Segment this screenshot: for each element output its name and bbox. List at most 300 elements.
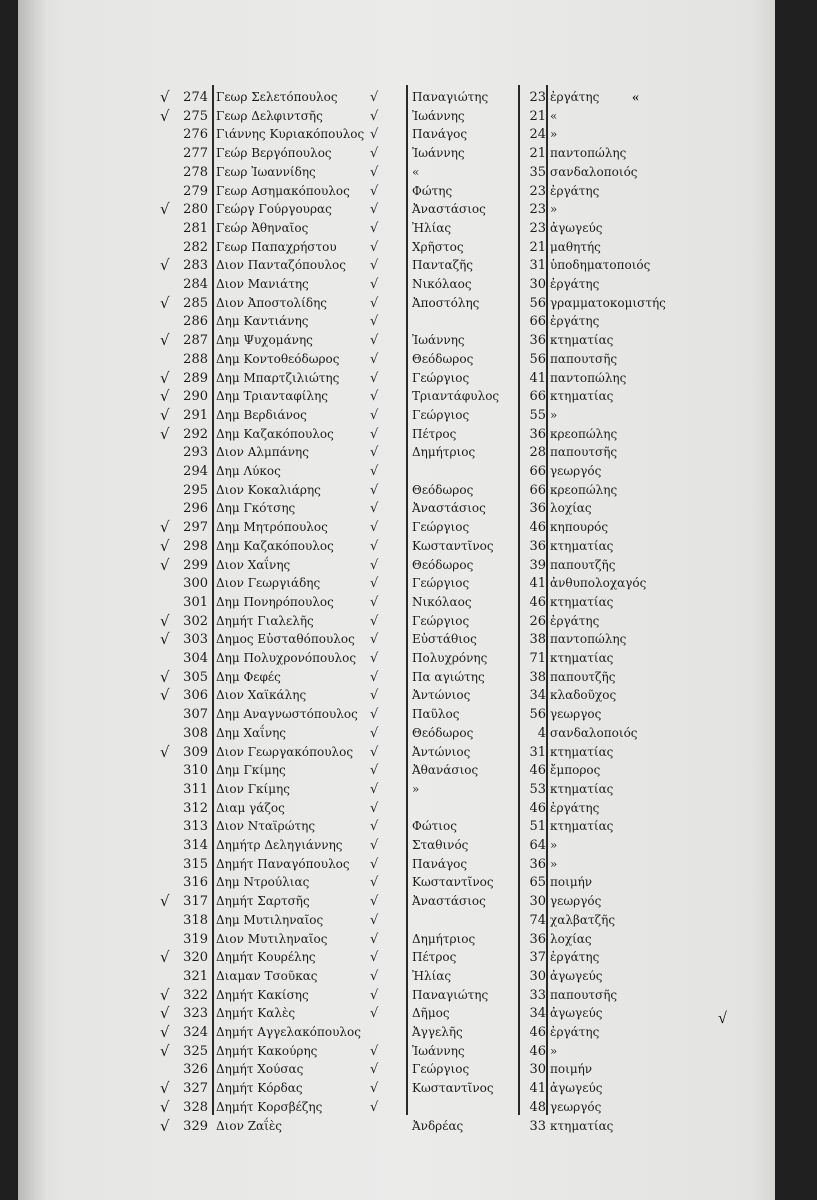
father-name: Τριαντάφυλος [412,389,500,404]
age-value: 38 [529,669,546,685]
verification-mark: √ [370,426,379,442]
table-row [0,836,817,855]
table-row [0,518,817,537]
verification-mark: √ [370,744,379,760]
entry-number: 282 [183,239,208,255]
person-name: Δημήτρ Δεληγιάννης [216,838,343,852]
person-name: Δημ Καντιάνης [216,314,309,329]
age-value: 21 [529,146,546,162]
age-value: 46 [529,763,546,779]
occupation: κτηματίας [550,538,614,553]
entry-number: 302 [183,613,208,629]
occupation: ἐργάτης [550,314,600,329]
check-mark: √ [160,892,170,911]
age-value: 66 [529,314,546,330]
check-mark: √ [160,368,170,387]
table-row [0,387,817,406]
entry-number: 293 [183,445,208,461]
father-name: Θεόδωρος [412,557,474,572]
occupation: » [550,1043,558,1058]
age-value: 56 [529,707,546,723]
verification-mark: √ [370,781,379,797]
entry-number: 278 [183,164,208,180]
table-row [0,88,817,107]
entry-number: 284 [183,277,208,292]
table-row [0,967,817,986]
table-row [0,294,817,313]
person-name: Δημήτ Κουρέλης [216,950,316,965]
age-value: 23 [529,183,546,199]
table-row [0,686,817,705]
occupation: ἐργάτης [550,800,600,815]
father-name: Νικόλαος [412,277,472,291]
age-value: 71 [529,651,546,666]
verification-mark: √ [370,370,379,386]
entry-number: 322 [183,987,208,1003]
person-name: Διον Αλμπάνης [216,445,309,460]
verification-mark: √ [370,875,379,891]
entry-number: 309 [183,744,208,760]
person-name: Δημ Τριανταφίλης [216,389,328,404]
verification-mark: √ [370,651,379,666]
person-name: Δημήτ Κορσβέζης [216,1099,323,1114]
occupation: κρεοπώλης [550,426,618,441]
occupation: ἀγωγεύς [550,968,603,983]
occupation: ἐργάτης [550,183,600,198]
table-row [0,911,817,930]
age-value: 53 [529,781,546,797]
occupation: κτηματίας [550,744,614,759]
occupation: κηπουρός [550,520,609,535]
father-name: Παναγιώτης [412,90,489,104]
age-value: 39 [529,557,546,573]
occupation: » [550,856,558,871]
person-name: Διον Χαϊκάλης [216,688,307,703]
occupation: σανδαλοποιός [550,725,638,740]
verification-mark: √ [370,333,379,349]
verification-mark: √ [370,482,379,498]
check-mark: √ [160,256,170,275]
entry-number: 296 [183,501,208,517]
father-name: Θεόδωρος [412,482,474,497]
father-name: Γεώργιος [412,407,470,422]
occupation: παντοπώλης [550,146,627,161]
check-mark: √ [160,686,170,705]
father-name: Ἀποστόλης [412,295,480,310]
entry-number: 317 [183,894,208,910]
person-name: Δημος Εὐσταθόπουλος [216,632,355,647]
person-name: Δημ Κοντοθεόδωρος [216,351,340,366]
occupation: κρεοπώλης [550,482,618,497]
verification-mark: √ [370,295,379,311]
person-name: Δημήτ Γιαλελῆς [216,613,314,628]
table-row [0,855,817,874]
occupation: παντοπώλης [550,370,627,385]
table-row [0,238,817,257]
occupation: γεωργός [550,464,602,478]
table-row [0,499,817,518]
table-row [0,107,817,126]
age-value: 4 [537,725,546,741]
entry-number: 314 [183,838,208,853]
verification-mark: √ [370,464,379,479]
age-value: 66 [529,389,546,405]
person-name: Γεώργ Γούργουρας [216,202,332,217]
person-name: Δημ Ντρούλιας [216,875,310,890]
father-name: Πανάγος [412,127,468,142]
entry-number: 289 [183,370,208,386]
father-name: Γεώργιος [412,1062,470,1077]
age-value: 46 [529,1043,546,1059]
check-mark: √ [160,630,170,649]
table-row [0,1004,817,1023]
age-value: 36 [529,856,546,872]
father-name: Πέτρος [412,426,457,441]
father-name: Ἀναστάσιος [412,202,486,217]
age-value: 31 [529,258,546,274]
person-name: Διον Νταϊρώτης [216,819,316,834]
check-mark: √ [160,1097,170,1116]
father-name: Γεώργιος [412,520,470,535]
table-row [0,1117,817,1136]
occupation: παπουτζῆς [550,669,616,684]
occupation: ἐργάτης [550,90,600,104]
father-name: Ἀθανάσιος [412,763,479,778]
margin-check-mark: √ [718,1010,727,1027]
father-name: Θεόδωρος [412,351,474,366]
check-mark: √ [160,106,170,125]
entry-number: 291 [183,407,208,423]
table-row [0,537,817,556]
occupation: γεωργος [550,707,602,722]
table-row [0,182,817,201]
verification-mark: √ [370,1043,379,1059]
entry-number: 308 [183,725,208,741]
age-value: 36 [529,538,546,554]
age-value: 30 [529,894,546,910]
age-value: 74 [529,912,546,928]
person-name: Δημ Πονηρόπουλος [216,594,334,609]
father-name: Ἰωάννης [412,146,465,161]
person-name: Διον Κοκαλιάρης [216,482,321,497]
person-name: Δημ Βερδιάνος [216,407,307,422]
entry-number: 306 [183,688,208,704]
occupation: » [550,838,558,852]
occupation: γεωργός [550,894,602,909]
entry-number: 324 [183,1025,208,1040]
person-name: Δημήτ Αγγελακόπουλος [216,1025,361,1039]
entry-number: 326 [183,1062,208,1078]
father-name: Πανταζῆς [412,258,474,273]
person-name: Διον Γεωργακόπουλος [216,744,354,759]
occupation: κλαδοῦχος [550,688,617,703]
verification-mark: √ [370,856,379,872]
entry-number: 286 [183,314,208,330]
father-name: Εὐστάθιος [412,632,477,647]
verification-mark: √ [370,613,379,629]
person-name: Δημήτ Καλὲς [216,1006,296,1021]
entry-number: 276 [183,127,208,143]
entry-number: 301 [183,594,208,610]
occupation: κτηματίας [550,1118,614,1133]
verification-mark: √ [370,931,379,947]
father-name: Πέτρος [412,950,457,965]
entry-number: 285 [183,295,208,311]
father-name: » [412,781,420,796]
verification-mark: √ [370,183,379,199]
occupation: ἔμπορος [550,763,601,778]
verification-mark: √ [370,707,379,723]
check-mark: √ [160,405,170,424]
age-value: 46 [529,520,546,536]
table-row [0,144,817,163]
entry-number: 311 [183,781,208,797]
verification-mark: √ [370,520,379,536]
verification-mark: √ [370,277,379,292]
entry-number: 300 [183,576,208,592]
age-value: 33 [529,987,546,1003]
table-row [0,481,817,500]
table-row [0,743,817,762]
occupation: » [550,127,558,142]
entry-number: 323 [183,1006,208,1022]
verification-mark: √ [370,557,379,573]
verification-mark: √ [370,258,379,274]
age-value: 26 [529,613,546,629]
age-value: 41 [529,370,546,386]
age-value: 56 [529,295,546,311]
occupation: ἐργάτης [550,1025,600,1039]
person-name: Δημήτ Κακίσης [216,987,309,1002]
person-name: Γεωρ Ἰωαννίδης [216,164,316,179]
occupation: λοχίας [550,501,592,516]
age-value: 41 [529,1081,546,1097]
father-name: Θεόδωρος [412,725,474,740]
table-row [0,948,817,967]
check-mark: √ [160,742,170,761]
occupation: ὑποδηματοποιός [550,258,651,273]
age-value: 31 [529,744,546,760]
person-name: Δημ Γκότσης [216,501,296,516]
father-name: Φώτιος [412,819,457,834]
father-name: « [412,164,420,179]
occupation: ἐργάτης [550,613,600,628]
table-row [0,406,817,425]
person-name: Διον Ἀποστολίδης [216,295,327,310]
father-name: Ἀναστάσιος [412,501,486,516]
entry-number: 292 [183,426,208,442]
entry-number: 316 [183,875,208,891]
check-mark: √ [160,1116,170,1135]
person-name: Δημ Καζακόπουλος [216,426,334,441]
occupation: ποιμήν [550,875,593,890]
age-value: 23 [529,220,546,236]
verification-mark: √ [370,819,379,835]
age-value: 64 [529,838,546,853]
verification-mark: √ [370,950,379,966]
age-value: 38 [529,632,546,648]
father-name: Ἰωάννης [412,108,465,123]
verification-mark: √ [370,164,379,180]
entry-number: 312 [183,800,208,816]
verification-mark: √ [370,632,379,648]
age-value: 41 [529,576,546,592]
table-row [0,1098,817,1117]
verification-mark: √ [370,838,379,853]
verification-mark: √ [370,501,379,517]
check-mark: √ [160,611,170,630]
occupation: ἐργάτης [550,950,600,965]
father-name: Ἠλίας [412,968,452,983]
table-row [0,780,817,799]
table-row [0,163,817,182]
verification-mark: √ [370,594,379,610]
verification-mark: √ [370,351,379,367]
age-value: 21 [529,239,546,255]
person-name: Δημ Μπαρτζιλιώτης [216,370,340,385]
check-mark: √ [160,667,170,686]
age-value: 21 [529,108,546,124]
occupation: κτηματίας [550,651,614,665]
father-name: Ἰωάννης [412,333,465,348]
father-name: Ἀνδρέας [412,1118,464,1133]
person-name: Δημ Μητρόπουλος [216,520,328,535]
verification-mark: √ [370,108,379,124]
occupation: παπουτζῆς [550,557,616,572]
check-mark: √ [160,536,170,555]
table-row [0,556,817,575]
occupation: γραμματοκομιστής [550,295,666,310]
entry-number: 327 [183,1081,208,1097]
occupation: κτηματίας [550,819,614,834]
age-value: 66 [529,464,546,479]
age-value: 34 [529,1006,546,1022]
age-value: 48 [529,1099,546,1115]
entry-number: 313 [183,819,208,835]
table-row [0,443,817,462]
occupation: » [550,202,558,217]
entry-number: 304 [183,651,208,666]
occupation: παπουτσῆς [550,987,618,1002]
check-mark: √ [160,424,170,443]
occupation: χαλβατζῆς [550,912,616,927]
verification-mark: √ [370,763,379,779]
table-row [0,425,817,444]
entry-number: 279 [183,183,208,199]
occupation: παπουτσῆς [550,351,618,366]
age-value: 23 [529,90,546,105]
occupation: ἀγωγεύς [550,1006,603,1021]
occupation: γεωργός [550,1099,602,1114]
entry-number: 299 [183,557,208,573]
person-name: Δημ Αναγνωστόπουλος [216,707,358,722]
entry-number: 305 [183,669,208,685]
verification-mark: √ [370,800,379,816]
check-mark: √ [160,1004,170,1023]
verification-mark: √ [370,445,379,461]
table-row [0,649,817,668]
father-name: Κωσταντῖνος [412,875,494,890]
table-row [0,200,817,219]
entry-number: 318 [183,912,208,928]
verification-mark: √ [370,220,379,236]
verification-mark: √ [370,389,379,405]
entry-number: 325 [183,1043,208,1059]
entry-number: 283 [183,258,208,274]
check-mark: √ [160,1023,170,1041]
age-value: 33 [529,1118,546,1134]
age-value: 30 [529,1062,546,1078]
person-name: Γεώρ Βεργόπουλος [216,146,332,161]
father-name: Παῦλος [412,707,460,722]
person-name: Δημ Λύκος [216,464,281,478]
person-name: Διον Γκίμης [216,781,290,796]
age-value: 65 [529,875,546,891]
person-name: Διον Χαΐνης [216,557,291,572]
person-name: Δημ Χαΐνης [216,725,287,740]
table-row [0,612,817,631]
table-row [0,125,817,144]
age-value: 36 [529,501,546,517]
occupation: κτηματίας [550,389,614,404]
father-name: Ἀγγελῆς [412,1025,463,1039]
verification-mark: √ [370,669,379,685]
occupation: » [550,407,558,422]
table-row [0,593,817,612]
table-row [0,799,817,818]
person-name: Διον Μανιάτης [216,277,309,291]
table-row [0,630,817,649]
table-row [0,219,817,238]
entry-number: 315 [183,856,208,872]
check-mark: √ [160,88,170,106]
check-mark: √ [160,1079,170,1098]
verification-mark: √ [370,1099,379,1115]
person-name: Δημ Πολυχρονόπουλος [216,651,357,665]
table-row [0,761,817,780]
verification-mark: √ [370,538,379,554]
verification-mark: √ [370,912,379,928]
person-name: Δημ Γκίμης [216,763,286,778]
age-value: 46 [529,1025,546,1040]
check-mark: √ [160,387,170,406]
check-mark: √ [160,555,170,574]
entry-number: 319 [183,931,208,947]
age-value: 36 [529,931,546,947]
entry-number: 328 [183,1099,208,1115]
age-value: 55 [529,407,546,423]
table-row [0,1023,817,1042]
father-name: Νικόλαος [412,594,472,609]
table-row [0,1060,817,1079]
person-name: Διον Πανταζόπουλος [216,258,346,273]
father-name: Κωσταντῖνος [412,1081,494,1096]
verification-mark: √ [370,146,379,162]
father-name: Γεώργιος [412,613,470,628]
entry-number: 280 [183,202,208,218]
table-row [0,331,817,350]
occupation: ἐργάτης [550,277,600,291]
verification-mark: √ [370,1006,379,1022]
father-name: Δημήτριος [412,931,476,946]
verification-mark: √ [370,1062,379,1078]
table-row [0,275,817,294]
entry-number: 298 [183,538,208,554]
entry-number: 295 [183,482,208,498]
table-row [0,892,817,911]
entry-number: 290 [183,389,208,405]
father-name: Ἰωάννης [412,1043,465,1058]
